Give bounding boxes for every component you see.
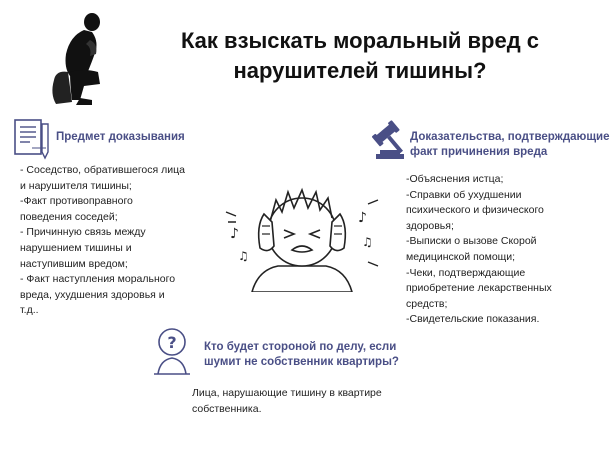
bottom-heading-line-1: Кто будет стороной по делу, если	[204, 341, 397, 353]
text-line: здоровья;	[406, 219, 454, 232]
text-line: -Справки об ухудшении	[406, 188, 522, 201]
text-line: наступившим вредом;	[20, 257, 128, 270]
text-line: -Объяснения истца;	[406, 173, 504, 185]
svg-text:♪: ♪	[230, 226, 239, 242]
text-line: - Причинную связь между	[20, 226, 146, 239]
text-line: психического и физического	[406, 204, 544, 217]
thinker-silhouette-icon	[40, 10, 120, 110]
svg-text:♪: ♪	[358, 210, 367, 226]
document-icon	[12, 118, 54, 162]
bottom-heading-line-2: шумит не собственник квартиры?	[204, 356, 399, 368]
svg-text:♫: ♫	[238, 249, 249, 263]
bottom-section-heading	[204, 340, 399, 370]
text-line: - Соседство, обратившегося лица	[20, 164, 185, 176]
page-title	[150, 26, 570, 86]
right-heading-line-1: Доказательства, подтверждающие	[410, 131, 610, 143]
text-line: собственника.	[192, 402, 262, 415]
right-section-text	[406, 172, 552, 328]
left-section-text	[20, 163, 185, 319]
text-line: поведения соседей;	[20, 210, 118, 223]
text-line: -Выписки о вызове Скорой	[406, 235, 537, 248]
text-line: медицинской помощи;	[406, 250, 516, 263]
text-line: -Факт противоправного	[20, 195, 133, 208]
text-line: приобретение лекарственных	[406, 282, 552, 295]
text-line: - Факт наступления морального	[20, 273, 176, 286]
text-line: и нарушителя тишины;	[20, 179, 132, 192]
right-heading-line-2: факт причинения вреда	[410, 146, 548, 158]
gavel-icon	[370, 120, 414, 164]
text-line: Лица, нарушающие тишину в квартире	[192, 387, 382, 399]
title-line-2: нарушителей тишины?	[233, 58, 487, 83]
bottom-section-text	[192, 386, 382, 417]
text-line: нарушением тишины и	[20, 241, 132, 254]
svg-text:♫: ♫	[362, 235, 373, 249]
text-line: вреда, ухудшения здоровья и	[20, 288, 165, 301]
text-line: -Свидетельские показания.	[406, 313, 540, 326]
noise-boy-illustration	[222, 182, 382, 292]
text-line: средств;	[406, 297, 448, 310]
question-person-icon	[152, 326, 194, 376]
text-line: -Чеки, подтверждающие	[406, 266, 526, 279]
text-line: т.д..	[20, 304, 39, 317]
right-section-heading	[410, 130, 610, 160]
title-line-1: Как взыскать моральный вред с	[180, 28, 539, 53]
left-section-heading: Предмет доказывания	[56, 131, 185, 143]
svg-text:?: ?	[167, 333, 177, 352]
